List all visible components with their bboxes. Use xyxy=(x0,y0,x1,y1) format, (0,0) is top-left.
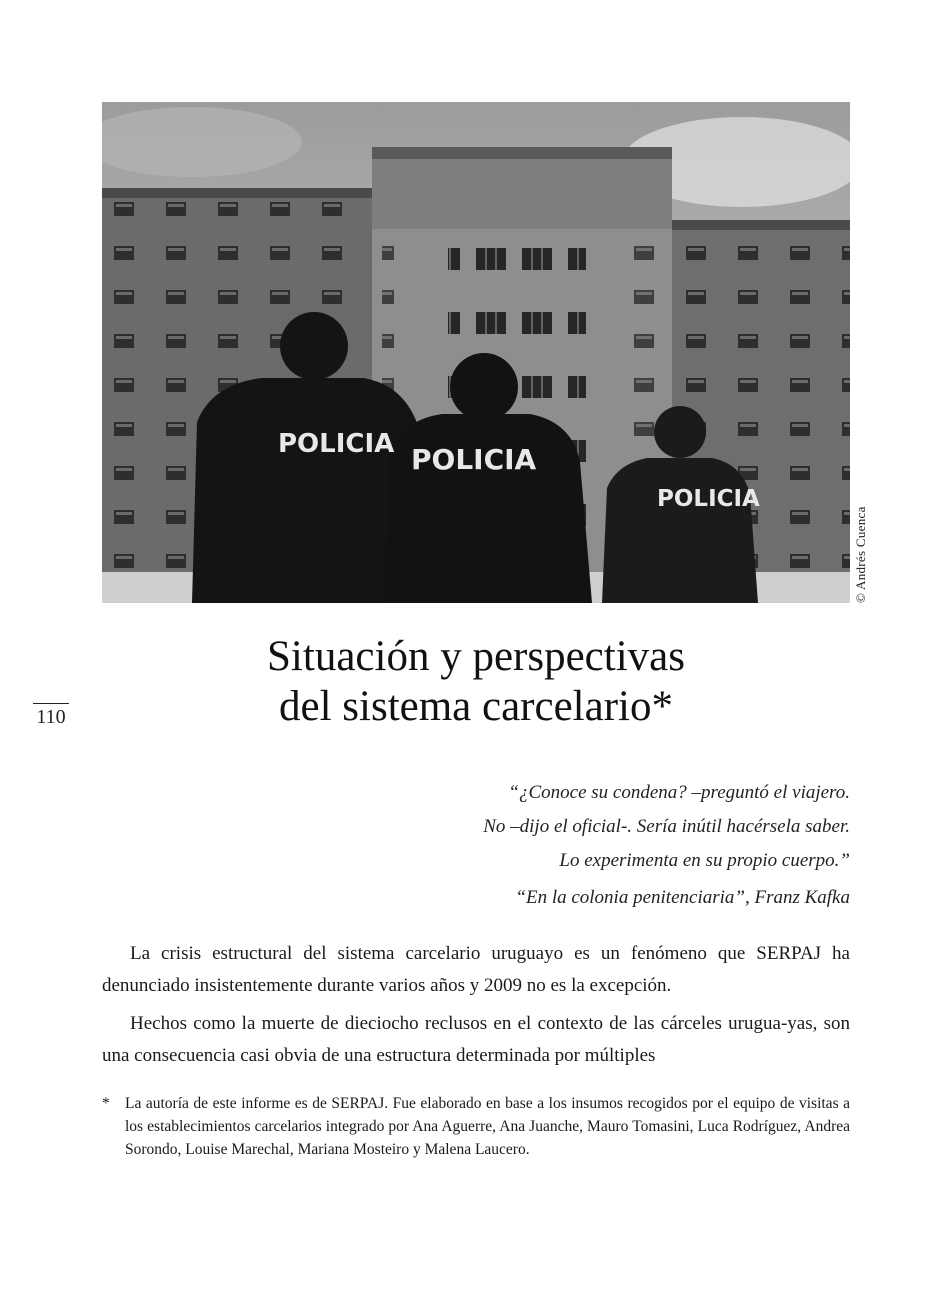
epigraph xyxy=(300,776,850,915)
epigraph-source: “En la colonia penitenciaria”, Franz Kafka xyxy=(515,887,850,908)
photo-credit xyxy=(852,485,872,603)
prison-police-photo xyxy=(102,102,850,603)
vest-label-3: POLICIA xyxy=(657,486,760,512)
body-paragraph: La crisis estructural del sistema carcelario uruguayo es un fenómeno que SERPAJ ha denunciado insistentemente durante varios años y 2009 no es la excepción. xyxy=(102,943,850,996)
title-line-2: del sistema carcelario* xyxy=(279,683,673,730)
epigraph-line: No –dijo el oficial-. Sería inútil hacérsela saber. xyxy=(483,816,850,837)
footnote-mark: * xyxy=(102,1095,110,1112)
body-paragraph: Hechos como la muerte de dieciocho reclusos en el contexto de las cárceles urugua-yas, son una consecuencia casi obvia de una estructura determinada por múltiples xyxy=(102,1013,850,1066)
epigraph-line: Lo experimenta en su propio cuerpo.” xyxy=(559,850,850,871)
page-number: 110 xyxy=(33,703,69,729)
vest-label-1: POLICIA xyxy=(278,429,395,459)
page-title xyxy=(102,632,850,732)
title-line-1: Situación y perspectivas xyxy=(267,633,685,680)
footnote xyxy=(102,1092,850,1161)
body-text xyxy=(102,938,850,1078)
vest-label-2: POLICIA xyxy=(411,443,537,476)
photo-credit-text: © Andrés Cuenca xyxy=(853,506,868,603)
epigraph-line: “¿Conoce su condena? –preguntó el viajero. xyxy=(508,782,850,803)
footnote-text: La autoría de este informe es de SERPAJ. Fue elaborado en base a los insumos recogidos por el equipo de visitas a los establecimientos carcelarios integrado por Ana Aguerre, Ana Juanche, Mauro Tomasini, Luca Rodríguez, Andrea Sorondo, Louise Marechal, Mariana Mosteiro y Malena Laucero. xyxy=(125,1095,850,1158)
